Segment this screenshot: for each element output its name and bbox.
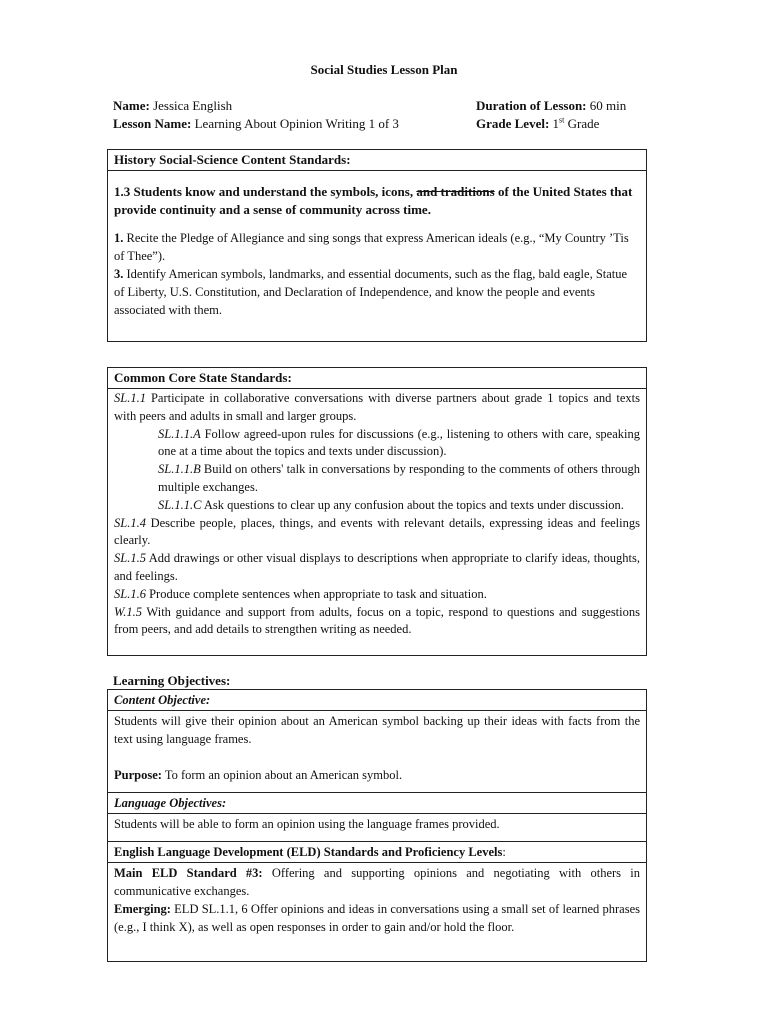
history-heading: History Social-Science Content Standards: <box>108 150 646 171</box>
history-item-1-num: 1. <box>114 231 124 245</box>
history-item-3-num: 3. <box>114 267 124 281</box>
learning-objectives-label: Learning Objectives: <box>113 673 231 688</box>
history-main-b: of the United States that provide continuity and a sense of community across time. <box>114 184 633 217</box>
eld-main-label: Main ELD Standard #3: <box>114 866 263 880</box>
history-item-3 <box>114 265 640 319</box>
grade-num: 1 <box>552 116 560 131</box>
content-objective-row <box>108 711 646 793</box>
emerging-label: Emerging: <box>114 902 171 916</box>
cc-item: SL.1.1 Participate in collaborative conversations with diverse partners about grade 1 topics and texts with peers and adults in small and larger groups. <box>114 391 640 423</box>
cc-item: W.1.5 With guidance and support from adults, focus on a topic, respond to questions and suggestions from peers, and add details to strengthen writing as needed. <box>114 604 640 637</box>
eld-colon: : <box>502 845 506 859</box>
name-line <box>113 97 232 115</box>
history-standards-box <box>107 149 647 342</box>
language-objective-text: Students will be able to form an opinion using the language frames provided. <box>108 814 646 842</box>
history-main-strike: and traditions <box>416 184 495 199</box>
duration-label: Duration of Lesson: <box>476 98 587 113</box>
grade-word: Grade <box>567 116 600 131</box>
page-title: Social Studies Lesson Plan <box>310 62 458 77</box>
history-main-a: 1.3 Students know and understand the symbols, icons, <box>114 184 417 199</box>
cc-item: SL.1.6 Produce complete sentences when appropriate to task and situation. <box>114 586 487 601</box>
history-main-standard <box>114 183 640 219</box>
lesson-label: Lesson Name: <box>113 116 192 131</box>
name-value: Jessica English <box>153 98 233 113</box>
eld-details-row <box>108 863 646 937</box>
name-label: Name: <box>113 98 150 113</box>
cc-item: SL.1.4 Describe people, places, things, and events with relevant details, expressing ideas and feelings clearly. <box>114 515 640 548</box>
purpose-text: To form an opinion about an American symbol. <box>161 768 403 782</box>
content-objective-heading: Content Objective: <box>108 690 646 711</box>
eld-emerging <box>114 900 640 936</box>
eld-heading-row <box>108 842 646 863</box>
cc-item: SL.1.1.B Build on others' talk in conversations by responding to the comments of others through multiple exchanges. <box>158 462 640 494</box>
eld-main-text: Offering and supporting opinions and negotiating with others in communicative exchanges. <box>114 866 641 898</box>
cc-item: SL.1.5 Add drawings or other visual displays to descriptions when appropriate to clarify ideas, thoughts, and feelings. <box>114 551 640 583</box>
cc-item: SL.1.1.C Ask questions to clear up any confusion about the topics and texts under discussion. <box>158 497 624 512</box>
common-core-box <box>107 367 647 656</box>
eld-heading: English Language Development (ELD) Standards and Proficiency Levels <box>114 845 503 859</box>
eld-main <box>114 864 640 900</box>
common-core-heading: Common Core State Standards: <box>108 368 646 389</box>
purpose-label: Purpose: <box>114 768 162 782</box>
cc-item: SL.1.1.A Follow agreed-upon rules for discussions (e.g., listening to others with care, speaking one at a time about the topics and texts under discussion). <box>158 426 640 459</box>
history-item-3-text: Identify American symbols, landmarks, and essential documents, such as the flag, bald eagle, Statue of Liberty, U.S. Constitution, and Declaration of Independence, and know the people and events associated with them. <box>114 267 628 317</box>
objectives-table <box>107 689 647 962</box>
content-objective-text: Students will give their opinion about an American symbol backing up their ideas with facts from the text using language frames. <box>114 714 640 746</box>
grade-label: Grade Level: <box>476 116 550 131</box>
lesson-value: Learning About Opinion Writing 1 of 3 <box>194 116 399 131</box>
emerging-text: ELD SL.1.1, 6 Offer opinions and ideas in conversations using a small set of learned phrases (e.g., I think X), as well as open responses in order to gain and/or hold the floor. <box>114 902 640 934</box>
grade-sup: st <box>559 115 565 125</box>
purpose-line <box>114 766 640 784</box>
grade-line <box>476 115 599 133</box>
duration-value: 60 min <box>589 98 627 113</box>
history-item-1 <box>114 229 640 265</box>
lesson-line <box>113 115 399 133</box>
history-item-1-text: Recite the Pledge of Allegiance and sing songs that express American ideals (e.g., “My Country ’Tis of Thee”). <box>114 231 629 263</box>
language-objectives-heading: Language Objectives: <box>108 793 646 814</box>
duration-line <box>476 97 626 115</box>
